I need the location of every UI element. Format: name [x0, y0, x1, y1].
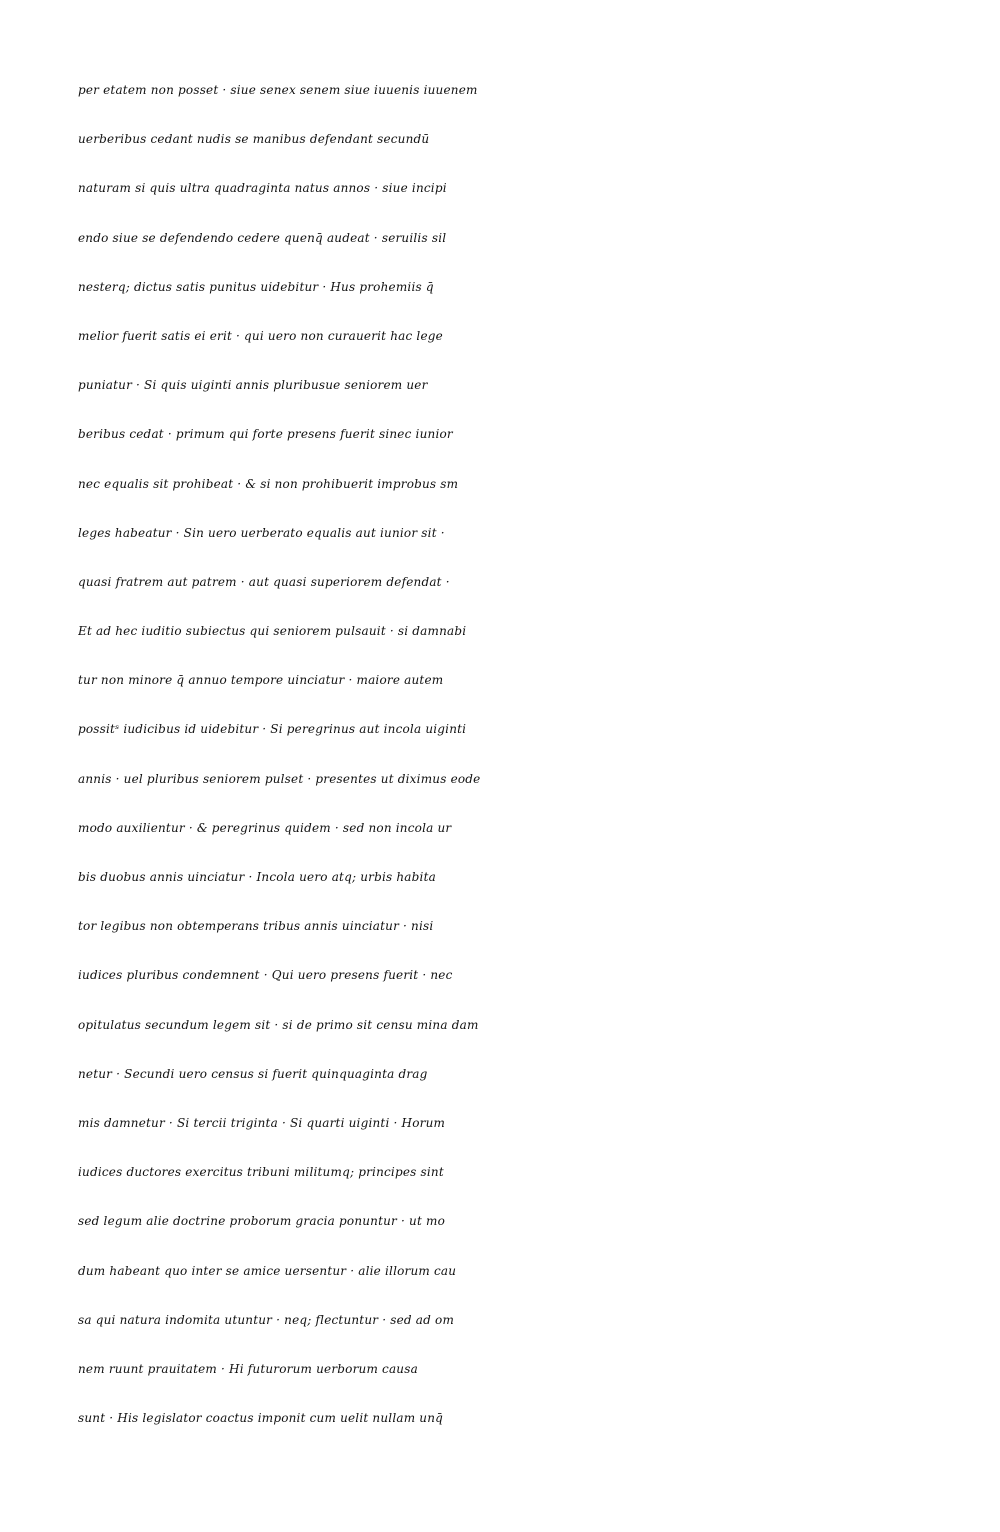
manuscript-line: Et ad hec iuditio subiectus qui seniorem pulsauit · si damnabi [78, 624, 467, 639]
manuscript-text-block [78, 66, 948, 1443]
manuscript-line: endo siue se defendendo cedere quenq̄ audeat · seruilis sil [78, 230, 447, 245]
manuscript-line: beribus cedat · primum qui forte presens fuerit sinec iunior [78, 427, 453, 442]
manuscript-line: modo auxilientur · & peregrinus quidem · sed non incola ur [78, 820, 452, 835]
manuscript-line: possitˢ iudicibus id uidebitur · Si peregrinus aut incola uiginti [78, 722, 467, 737]
manuscript-line: opitulatus secundum legem sit · si de primo sit censu mina dam [78, 1017, 479, 1032]
manuscript-line: bis duobus annis uinciatur · Incola uero atq; urbis habita [78, 870, 436, 884]
manuscript-line: quasi fratrem aut patrem · aut quasi superiorem defendat · [78, 574, 450, 589]
manuscript-line: dum habeant quo inter se amice uersentur · alie illorum cau [78, 1263, 457, 1278]
manuscript-line: iudices ductores exercitus tribuni militumq; principes sint [78, 1165, 444, 1180]
manuscript-line: nesterq; dictus satis punitus uidebitur · Hus prohemiis q̄ [78, 279, 434, 294]
manuscript-line: annis · uel pluribus seniorem pulset · presentes ut diximus eode [78, 771, 481, 786]
manuscript-line: uerberibus cedant nudis se manibus defendant secundū [78, 132, 430, 147]
manuscript-line: iudices pluribus condemnent · Qui uero presens fuerit · nec [78, 968, 453, 983]
manuscript-line: sa qui natura indomita utuntur · neq; flectuntur · sed ad om [78, 1312, 455, 1327]
manuscript-line: sunt · His legislator coactus imponit cum uelit nullam unq̄ [78, 1411, 444, 1426]
manuscript-line: nem ruunt prauitatem · Hi futurorum uerborum causa [78, 1361, 418, 1376]
manuscript-line: melior fuerit satis ei erit · qui uero non curauerit hac lege [78, 328, 443, 343]
manuscript-line: leges habeatur · Sin uero uerberato equalis aut iunior sit · [78, 525, 445, 540]
manuscript-line: per etatem non posset · siue senex senem siue iuuenis iuuenem [78, 83, 478, 97]
manuscript-line: netur · Secundi uero census si fuerit quinquaginta drag [78, 1066, 428, 1081]
manuscript-line: naturam si quis ultra quadraginta natus annos · siue incipi [78, 181, 447, 196]
manuscript-line: nec equalis sit prohibeat · & si non prohibuerit improbus sm [78, 476, 459, 491]
manuscript-line: mis damnetur · Si tercii triginta · Si quarti uiginti · Horum [78, 1115, 446, 1130]
manuscript-line: tor legibus non obtemperans tribus annis uinciatur · nisi [78, 919, 434, 934]
manuscript-line: sed legum alie doctrine proborum gracia ponuntur · ut mo [78, 1214, 446, 1229]
manuscript-line: puniatur · Si quis uiginti annis pluribusue seniorem uer [78, 378, 428, 393]
manuscript-line: tur non minore q̄ annuo tempore uinciatur · maiore autem [78, 673, 444, 688]
